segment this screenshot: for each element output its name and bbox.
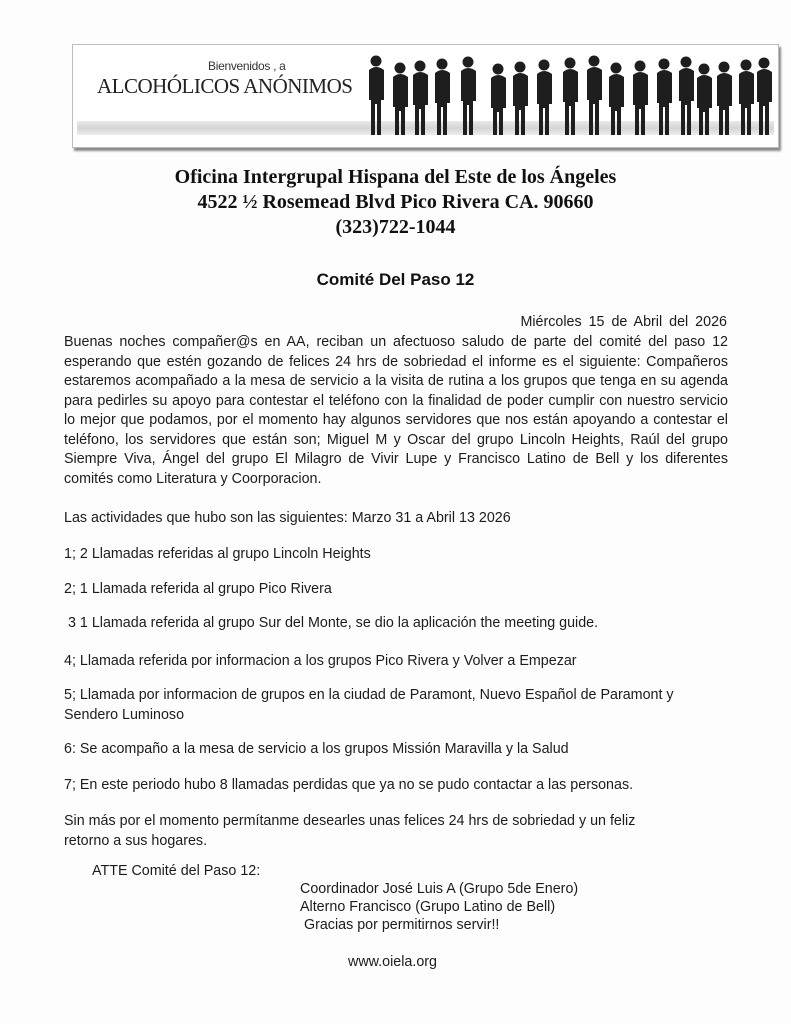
person-silhouette-body [757,69,772,135]
banner-organization: ALCOHÓLICOS ANÓNIMOS [97,74,353,98]
person-silhouette-head [635,61,646,72]
person-silhouette-body [697,75,712,135]
activity-item-4: 4; Llamada referida por informacion a los grupos Pico Rivera y Volver a Empezar [64,653,577,669]
person-silhouette-head [719,62,730,73]
person-silhouette-head [659,59,670,70]
person-silhouette-head [741,60,752,71]
person-silhouette-head [493,64,504,75]
person-silhouette-head [437,59,448,70]
signature-atte: ATTE Comité del Paso 12: [92,863,261,879]
signature-alternate: Alterno Francisco (Grupo Latino de Bell) [300,899,556,915]
closing-paragraph: Sin más por el momento permítanme desearles unas felices 24 hrs de sobriedad y un feliz retorno a sus hogares. [64,813,636,849]
person-silhouette-body [413,72,428,135]
banner-welcome: Bienvenidos , a [208,59,286,73]
person-silhouette-head [565,58,576,69]
person-silhouette-head [515,62,526,73]
person-silhouette-body [537,71,552,135]
office-address: 4522 ½ Rosemead Blvd Pico Rivera CA. 90660 [197,191,594,213]
activity-item-2: 2; 1 Llamada referida al grupo Pico Rivera [64,581,332,597]
person-silhouette-body [513,73,528,135]
website-link[interactable]: www.oiela.org [348,954,437,970]
person-silhouette-body [563,69,578,135]
office-phone: (323)722-1044 [335,216,456,238]
report-date: Miércoles 15 de Abril del 2026 [520,314,727,330]
person-silhouette-body [587,67,602,135]
person-silhouette-head [681,57,692,68]
document-title: Comité Del Paso 12 [316,270,475,289]
person-silhouette-head [395,63,406,74]
office-name: Oficina Intergrupal Hispana del Este de los Ángeles [174,166,617,188]
person-silhouette-body [393,74,408,135]
person-silhouette-body [657,70,672,135]
person-silhouette-body [435,70,450,135]
person-silhouette-head [463,57,474,68]
intro-paragraph: Buenas noches compañer@s en AA, reciban un afectuoso saludo de parte del comité del paso 12 esperando que estén gozando de felices 24 hrs de sobriedad el informe es el siguiente: Compañeros estaremos acompañado a la mesa de servicio a la visita de rutina a los grupos que tenga en su agenda para pedirles su apoyo para contestar el teléfono con la finalidad de poder cumplir con nuestro servicio lo mejor que podamos, por el momento hay algunos servidores que nos están apoyando a contestar el teléfono, los servidores que están son; Miguel M y Oscar del grupo Lincoln Heights, Raúl del grupo Siempre Viva, Ángel del grupo El Milagro de Vivir Lupe y Francisco Latino de Bell y los diferentes comités como Literatura y Coorporacion. [64,334,728,487]
person-silhouette-head [371,56,382,67]
activity-item-1: 1; 2 Llamadas referidas al grupo Lincoln Heights [64,546,371,562]
person-silhouette-body [491,75,506,135]
person-silhouette-body [461,68,476,135]
person-silhouette-body [717,73,732,135]
person-silhouette-head [611,63,622,74]
person-silhouette-head [539,60,550,71]
aa-banner [72,44,779,148]
person-silhouette-body [739,71,754,135]
activity-item-6: 6: Se acompaño a la mesa de servicio a los grupos Missión Maravilla y la Salud [64,741,569,757]
signature-thanks: Gracias por permitirnos servir!! [300,917,500,933]
person-silhouette-head [589,56,600,67]
activity-item-5: 5; Llamada por informacion de grupos en la ciudad de Paramont, Nuevo Español de Paramont y Sendero Luminoso [64,687,674,723]
person-silhouette-body [633,72,648,135]
person-silhouette-head [759,58,770,69]
people-silhouettes-image [361,47,773,145]
person-silhouette-body [609,74,624,135]
person-silhouette-head [699,64,710,75]
person-silhouette-head [415,61,426,72]
activities-intro: Las actividades que hubo son las siguientes: Marzo 31 a Abril 13 2026 [64,510,511,526]
person-silhouette-body [369,67,384,135]
activity-item-7: 7; En este periodo hubo 8 llamadas perdidas que ya no se pudo contactar a las personas. [64,777,634,793]
person-silhouette-body [679,68,694,135]
signature-coordinator: Coordinador José Luis A (Grupo 5de Enero) [300,881,579,897]
activity-item-3: 3 1 Llamada referida al grupo Sur del Monte, se dio la aplicación the meeting guide. [64,615,599,631]
